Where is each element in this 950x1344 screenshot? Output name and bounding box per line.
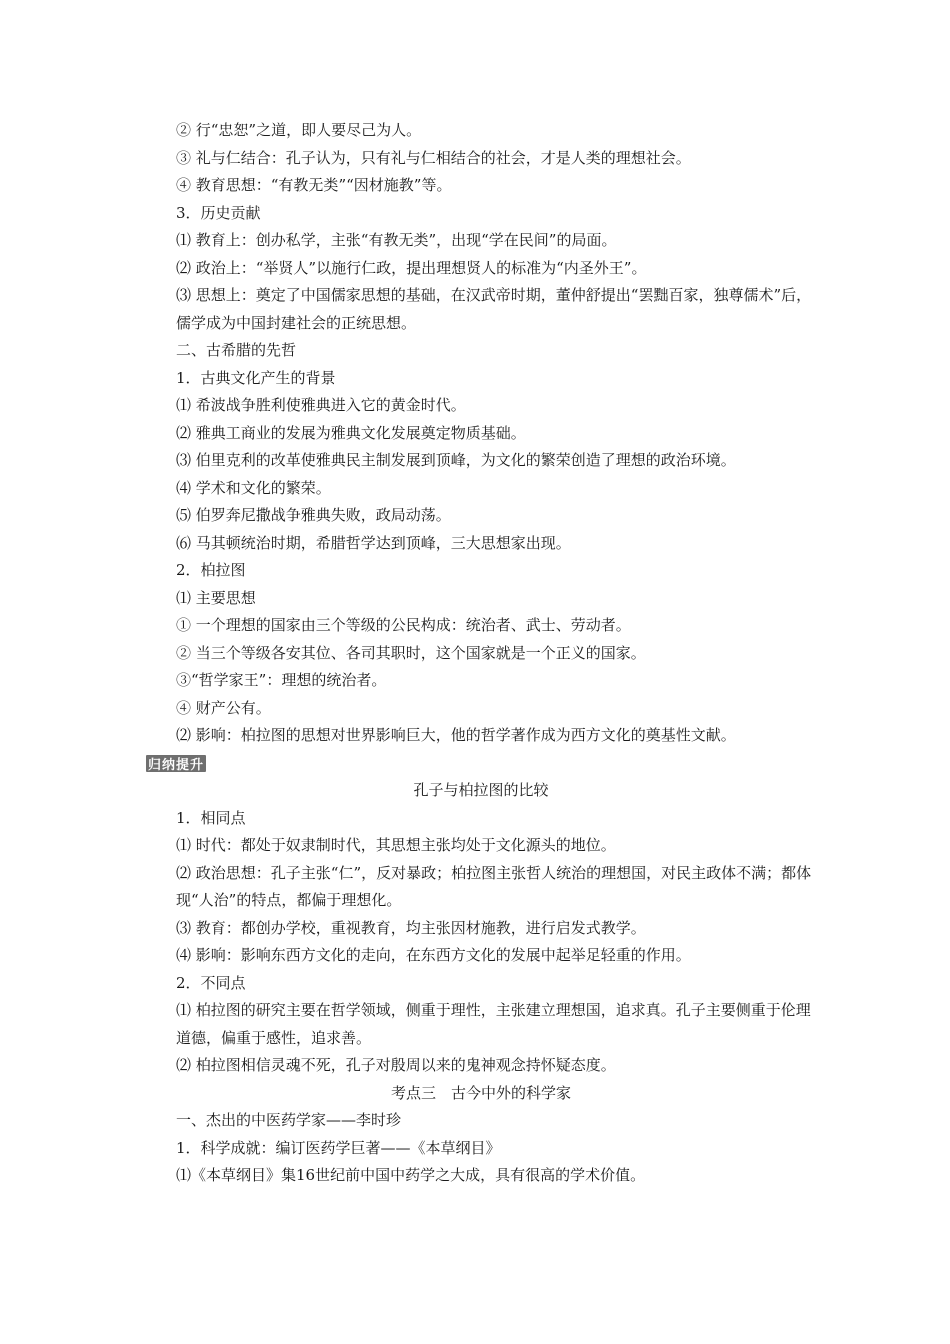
text-line: ② 当三个等级各安其位、各司其职时，这个国家就是一个正义的国家。: [176, 643, 646, 662]
text-line: ⑵ 政治上：“举贤人”以施行仁政，提出理想贤人的标准为“内圣外王”。: [176, 258, 647, 277]
text-line: ⑶ 教育：都创办学校，重视教育，均主张因材施教，进行启发式教学。: [176, 918, 646, 937]
section-heading: 一、杰出的中医药学家——李时珍: [176, 1111, 402, 1129]
text-line: ① 一个理想的国家由三个等级的公民构成：统治者、武士、劳动者。: [176, 616, 631, 634]
section-heading: 3．历史贡献: [176, 203, 261, 222]
summary-badge-label: 归纳提升: [148, 757, 205, 773]
text-line: ⑵ 影响：柏拉图的思想对世界影响巨大，他的哲学著作成为西方文化的奠基性文献。: [176, 726, 736, 744]
summary-badge: [146, 755, 206, 772]
text-line: ④ 财产公有。: [176, 698, 271, 717]
text-line: ⑷ 影响：影响东西方文化的走向，在东西方文化的发展中起举足轻重的作用。: [176, 946, 691, 964]
text-paragraph: ⑴ 柏拉图的研究主要在哲学领域，侧重于理性，主张建立理想国，追求真。孔子主要侧重于伦理道德，偏重于感性，追求善。: [176, 1001, 811, 1047]
text-line: ⑴ 时代：都处于奴隶制时代，其思想主张均处于文化源头的地位。: [176, 836, 616, 854]
text-line: ⑴ 希波战争胜利使雅典进入它的黄金时代。: [176, 396, 466, 414]
section-heading: 2．柏拉图: [176, 561, 246, 579]
section-heading: 2．不同点: [176, 973, 246, 992]
text-line: ⑵ 柏拉图相信灵魂不死，孔子对殷周以来的鬼神观念持怀疑态度。: [176, 1056, 616, 1074]
text-line: ③“哲学家王”：理想的统治者。: [176, 671, 387, 689]
text-line: ⑸ 伯罗奔尼撒战争雅典失败，政局动荡。: [176, 506, 451, 524]
text-paragraph: ⑶ 思想上：奠定了中国儒家思想的基础，在汉武帝时期，董仲舒提出“罢黜百家，独尊儒术”后，儒学成为中国封建社会的正统思想。: [176, 286, 812, 332]
text-line: ⑴ 主要思想: [176, 588, 256, 607]
document-page: [146, 117, 816, 1190]
section-heading: 二、古希腊的先哲: [176, 341, 297, 359]
text-line: ⑵ 雅典工商业的发展为雅典文化发展奠定物质基础。: [176, 423, 526, 442]
section-heading: 1．科学成就：编订医药学巨著——《本草纲目》: [176, 1138, 501, 1157]
section-heading: 1．古典文化产生的背景: [176, 368, 336, 387]
text-line: ⑴《本草纲目》集16世纪前中国中药学之大成，具有很高的学术价值。: [176, 1166, 646, 1184]
text-line: ② 行“忠恕”之道，即人要尽己为人。: [176, 121, 422, 139]
text-line: ⑶ 伯里克利的改革使雅典民主制发展到顶峰，为文化的繁荣创造了理想的政治环境。: [176, 451, 736, 469]
text-line: ⑴ 教育上：创办私学，主张“有教无类”，出现“学在民间”的局面。: [176, 231, 617, 249]
section-title: 考点三 古今中外的科学家: [390, 1083, 571, 1102]
text-line: ⑹ 马其顿统治时期，希腊哲学达到顶峰，三大思想家出现。: [176, 533, 571, 552]
text-line: ⑷ 学术和文化的繁荣。: [176, 478, 331, 497]
text-line: ③ 礼与仁结合：孔子认为，只有礼与仁相结合的社会，才是人类的理想社会。: [176, 148, 691, 167]
text-line: ④ 教育思想：“有教无类”“因材施教”等。: [176, 176, 452, 194]
text-paragraph: ⑵ 政治思想：孔子主张“仁”，反对暴政；柏拉图主张哲人统治的理想国，对民主政体不满；都体现“人治”的特点，都偏于理想化。: [176, 863, 812, 909]
comparison-title: 孔子与柏拉图的比较: [413, 781, 549, 799]
section-heading: 1．相同点: [176, 808, 246, 827]
summary-badge-row: [146, 750, 816, 778]
